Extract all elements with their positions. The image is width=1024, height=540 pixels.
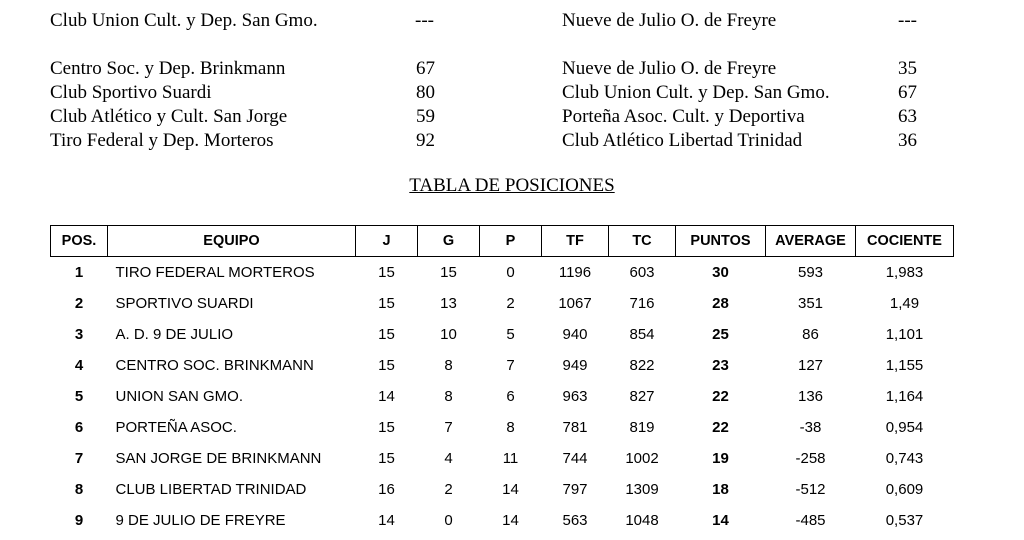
cell-tf: 797	[562, 481, 588, 498]
cell-tf: 1196	[558, 264, 592, 281]
cell-tf: 744	[562, 450, 588, 467]
cell-puntos: 19	[712, 450, 729, 467]
right-score: 36	[898, 130, 917, 151]
cell-g: 0	[444, 512, 453, 529]
cell-tc: 1048	[625, 512, 659, 529]
result-row	[0, 130, 1024, 154]
cell-tf: 949	[562, 357, 588, 374]
cell-pos: 4	[74, 357, 84, 374]
cell-average: 136	[797, 388, 824, 405]
cell-p: 14	[502, 512, 519, 529]
results-list	[0, 0, 1024, 160]
col-header-p: P	[480, 226, 542, 257]
cell-average: -258	[795, 450, 826, 467]
table-row	[51, 257, 954, 289]
cell-tc: 603	[629, 264, 655, 281]
left-team: Centro Soc. y Dep. Brinkmann	[50, 58, 286, 79]
standings-table	[50, 225, 954, 536]
right-team: Nueve de Julio O. de Freyre	[562, 58, 777, 79]
cell-equipo: UNION SAN GMO.	[115, 388, 244, 405]
cell-puntos: 23	[712, 357, 729, 374]
table-row	[51, 474, 954, 505]
result-row	[0, 10, 1024, 34]
cell-pos: 6	[74, 419, 84, 436]
cell-g: 4	[444, 450, 453, 467]
cell-tc: 1309	[625, 481, 659, 498]
cell-tf: 563	[562, 512, 588, 529]
cell-p: 0	[506, 264, 515, 281]
cell-j: 14	[378, 512, 395, 529]
cell-average: -485	[795, 512, 826, 529]
right-team: Club Atlético Libertad Trinidad	[562, 130, 803, 151]
col-header-tf: TF	[542, 226, 609, 257]
table-row	[51, 319, 954, 350]
cell-g: 7	[444, 419, 453, 436]
cell-j: 15	[378, 295, 395, 312]
cell-average: -512	[795, 481, 826, 498]
col-header-j: J	[356, 226, 418, 257]
left-score: 80	[416, 82, 435, 103]
right-team: Club Union Cult. y Dep. San Gmo.	[562, 82, 830, 103]
left-team: Club Union Cult. y Dep. San Gmo.	[50, 10, 318, 31]
result-row	[0, 82, 1024, 106]
cell-puntos: 22	[712, 419, 729, 436]
cell-average: 351	[797, 295, 824, 312]
result-row	[0, 106, 1024, 130]
cell-tf: 940	[562, 326, 588, 343]
cell-g: 8	[444, 357, 453, 374]
cell-pos: 3	[74, 326, 84, 343]
table-row	[51, 412, 954, 443]
cell-average: 127	[797, 357, 824, 374]
cell-pos: 2	[74, 295, 84, 312]
cell-average: 86	[802, 326, 819, 343]
cell-tc: 822	[629, 357, 655, 374]
cell-tc: 819	[629, 419, 655, 436]
right-score: 35	[898, 58, 917, 79]
standings-title	[0, 175, 1024, 197]
cell-puntos: 25	[712, 326, 729, 343]
cell-cociente: 0,537	[885, 512, 924, 529]
left-team: Club Atlético y Cult. San Jorge	[50, 106, 288, 127]
cell-puntos: 14	[712, 512, 729, 529]
cell-cociente: 1,164	[885, 388, 924, 405]
left-score: ---	[415, 10, 434, 31]
cell-g: 13	[440, 295, 457, 312]
cell-p: 2	[506, 295, 515, 312]
left-score: 67	[416, 58, 435, 79]
cell-cociente: 1,49	[889, 295, 920, 312]
left-score: 59	[416, 106, 435, 127]
cell-tf: 963	[562, 388, 588, 405]
cell-cociente: 0,954	[885, 419, 924, 436]
cell-puntos: 30	[712, 264, 729, 281]
cell-puntos: 18	[712, 481, 729, 498]
cell-j: 15	[378, 450, 395, 467]
cell-pos: 1	[74, 264, 84, 281]
cell-puntos: 28	[712, 295, 729, 312]
col-header-average: AVERAGE	[766, 226, 856, 257]
cell-g: 10	[440, 326, 457, 343]
left-team: Club Sportivo Suardi	[50, 82, 212, 103]
table-row	[51, 350, 954, 381]
cell-equipo: PORTEÑA ASOC.	[115, 419, 237, 436]
table-row	[51, 443, 954, 474]
cell-equipo: SAN JORGE DE BRINKMANN	[115, 450, 322, 467]
cell-equipo: SPORTIVO SUARDI	[115, 295, 254, 312]
cell-equipo: CLUB LIBERTAD TRINIDAD	[115, 481, 307, 498]
cell-cociente: 0,609	[885, 481, 924, 498]
cell-p: 6	[506, 388, 515, 405]
cell-p: 8	[506, 419, 515, 436]
col-header-equipo: EQUIPO	[108, 226, 356, 257]
col-header-puntos: PUNTOS	[676, 226, 766, 257]
cell-equipo: 9 DE JULIO DE FREYRE	[115, 512, 286, 529]
right-score: 63	[898, 106, 917, 127]
cell-p: 5	[506, 326, 515, 343]
left-score: 92	[416, 130, 435, 151]
cell-p: 11	[502, 450, 519, 467]
col-header-pos: POS.	[51, 226, 108, 257]
table-row	[51, 505, 954, 536]
cell-g: 2	[444, 481, 453, 498]
right-team: Nueve de Julio O. de Freyre	[562, 10, 777, 31]
cell-j: 15	[378, 419, 395, 436]
cell-equipo: CENTRO SOC. BRINKMANN	[115, 357, 314, 374]
cell-pos: 8	[74, 481, 84, 498]
cell-pos: 5	[74, 388, 84, 405]
cell-cociente: 1,155	[885, 357, 924, 374]
cell-cociente: 0,743	[885, 450, 924, 467]
col-header-tc: TC	[609, 226, 676, 257]
cell-g: 8	[444, 388, 453, 405]
cell-j: 15	[378, 326, 395, 343]
cell-tf: 1067	[558, 295, 592, 312]
cell-j: 16	[378, 481, 395, 498]
cell-cociente: 1,983	[885, 264, 924, 281]
cell-j: 14	[378, 388, 395, 405]
right-score: ---	[898, 10, 917, 31]
cell-tc: 854	[629, 326, 655, 343]
cell-tc: 827	[629, 388, 655, 405]
cell-tc: 1002	[625, 450, 659, 467]
cell-equipo: A. D. 9 DE JULIO	[115, 326, 234, 343]
cell-j: 15	[378, 264, 395, 281]
cell-pos: 7	[74, 450, 84, 467]
cell-average: -38	[799, 419, 822, 436]
left-team: Tiro Federal y Dep. Morteros	[50, 130, 274, 151]
cell-puntos: 22	[712, 388, 729, 405]
standings-title-text: TABLA DE POSICIONES	[409, 175, 615, 196]
cell-equipo: TIRO FEDERAL MORTEROS	[115, 264, 315, 281]
cell-g: 15	[440, 264, 457, 281]
cell-pos: 9	[74, 512, 84, 529]
right-score: 67	[898, 82, 917, 103]
cell-average: 593	[797, 264, 824, 281]
col-header-cociente: COCIENTE	[856, 226, 954, 257]
standings-header-row	[51, 226, 954, 257]
right-team: Porteña Asoc. Cult. y Deportiva	[562, 106, 805, 127]
cell-j: 15	[378, 357, 395, 374]
result-row	[0, 58, 1024, 82]
cell-p: 7	[506, 357, 515, 374]
cell-tf: 781	[562, 419, 588, 436]
table-row	[51, 381, 954, 412]
cell-cociente: 1,101	[885, 326, 924, 343]
table-row	[51, 288, 954, 319]
col-header-g: G	[418, 226, 480, 257]
cell-tc: 716	[629, 295, 655, 312]
cell-p: 14	[502, 481, 519, 498]
